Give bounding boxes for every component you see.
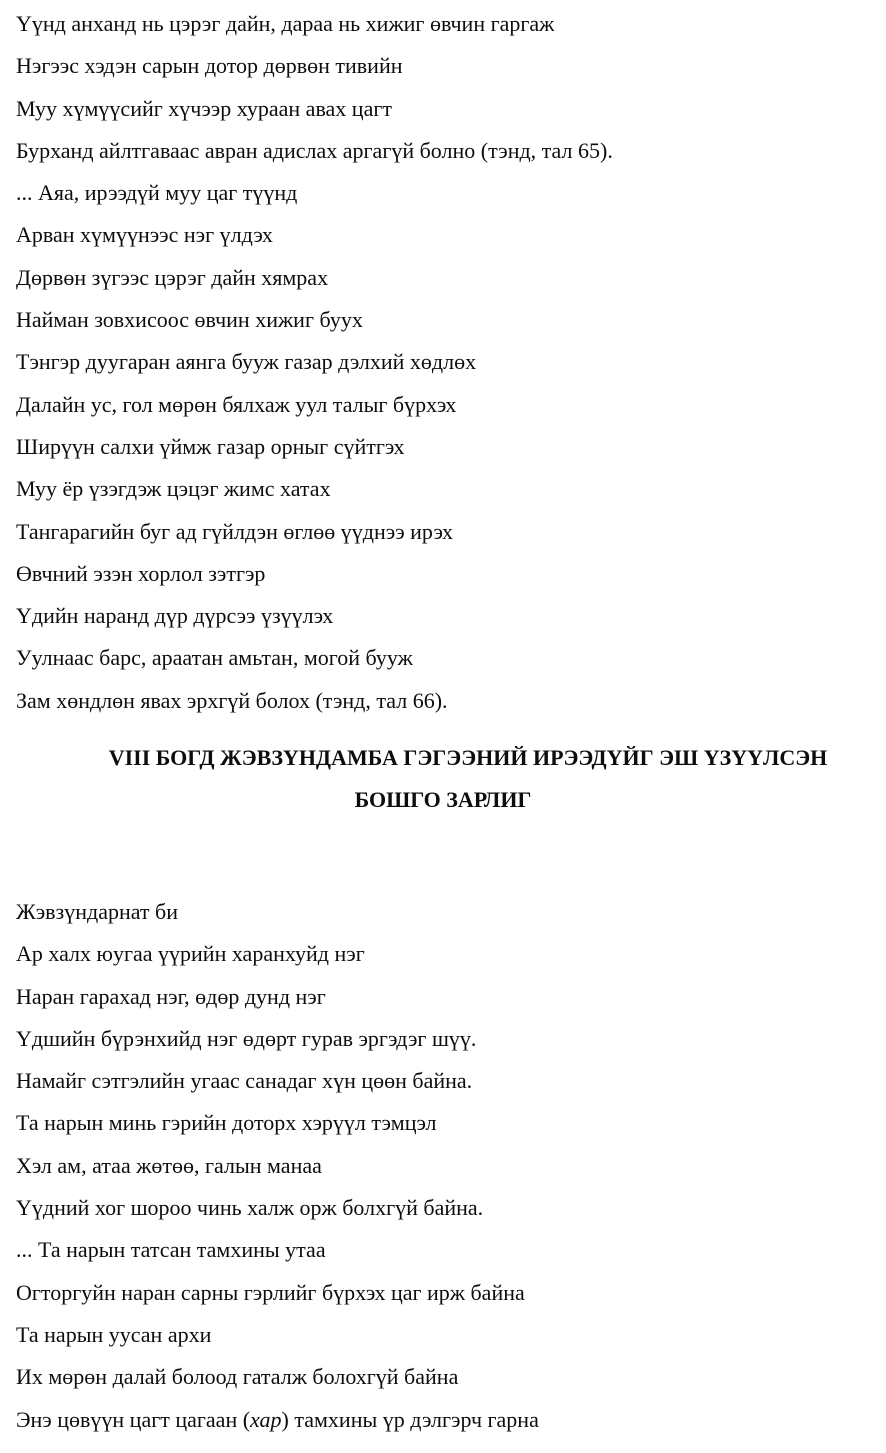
poem-line: Үдшийн бүрэнхийд нэг өдөрт гурав эргэдэг шүү. — [16, 1025, 477, 1051]
poem-line: Наран гарахад нэг, өдөр дунд нэг — [16, 983, 326, 1009]
poem-line: Хэл ам, атаа жөтөө, галын манаа — [16, 1152, 322, 1178]
poem-line: Найман зовхисоос өвчин хижиг буух — [16, 307, 363, 333]
poem-line: Өвчний эзэн хорлол зэтгэр — [16, 560, 266, 586]
poem-line: ... Аяа, ирээдүй муу цаг түүнд — [16, 180, 298, 206]
poem-line: Та нарын уусан архи — [16, 1321, 212, 1347]
poem-line: Арван хүмүүнээс нэг үлдэх — [16, 222, 273, 248]
poem-line: Намайг сэтгэлийн угаас санадаг хүн цөөн байна. — [16, 1068, 473, 1094]
poem-line-start: Энэ цөвүүн цагт цагаан ( — [16, 1406, 251, 1432]
poem-line: Үдийн наранд дүр дүрсээ үзүүлэх — [16, 603, 334, 629]
poem-line: Уулнаас барс, араатан амьтан, могой бууж — [16, 645, 413, 671]
poem-line: Ширүүн салхи үймж газар орныг сүйтгэх — [16, 433, 405, 459]
section-heading-line: БОШГО ЗАРЛИГ — [354, 787, 532, 812]
poem-line: Тэнгэр дуугаран аянга бууж газар дэлхий хөдлөх — [16, 349, 477, 375]
poem-line: Огторгуйн наран сарны гэрлийг бүрхэх цаг ирж байна — [16, 1279, 525, 1305]
section-heading — [0, 737, 886, 821]
poem-line: Ар халх юугаа үүрийн харанхуйд нэг — [16, 941, 365, 967]
poem-first — [16, 3, 876, 722]
poem-line: Нэгээс хэдэн сарын дотор дөрвөн тивийн — [16, 53, 403, 79]
poem-line: ... Та нарын татсан тамхины утаа — [16, 1237, 326, 1263]
poem-line: Бурханд айлтгаваас авран адислах аргагүй болно (тэнд, тал 65). — [16, 137, 613, 163]
poem-line: Далайн ус, гол мөрөн бялхаж уул талыг бүрхэх — [16, 391, 457, 417]
poem-line: Муу хүмүүсийг хүчээр хураан авах цагт — [16, 95, 392, 121]
poem-line: Тангарагийн буг ад гүйлдэн өглөө үүднээ ирэх — [16, 518, 454, 544]
poem-line: Жэвзүндарнат би — [16, 899, 179, 924]
poem-line: Үүнд анханд нь цэрэг дайн, дараа нь хижиг өвчин гаргаж — [16, 11, 555, 36]
poem-line: Зам хөндлөн явах эрхгүй болох (тэнд, тал 66). — [16, 687, 448, 713]
poem-line: Муу ёр үзэгдэж цэцэг жимс хатах — [16, 476, 331, 502]
italic-word: хар — [250, 1406, 282, 1432]
section-heading-line: VIII БОГД ЖЭВЗҮНДАМБА ГЭГЭЭНИЙ ИРЭЭДҮЙГ ЭШ ҮЗҮҮЛСЭН — [108, 745, 828, 770]
poem-line: Та нарын минь гэрийн доторх хэрүүл тэмцэл — [16, 1110, 437, 1136]
poem-line: Дөрвөн зүгээс цэрэг дайн хямрах — [16, 264, 329, 290]
poem-line: Их мөрөн далай болоод гаталж болохгүй байна — [16, 1364, 459, 1390]
poem-line-end: ) тамхины үр дэлгэрч гарна — [281, 1406, 539, 1432]
poem-line: Үүдний хог шороо чинь халж орж болхгүй байна. — [16, 1195, 484, 1221]
poem-second — [16, 891, 876, 1441]
poem-line — [16, 1399, 876, 1441]
